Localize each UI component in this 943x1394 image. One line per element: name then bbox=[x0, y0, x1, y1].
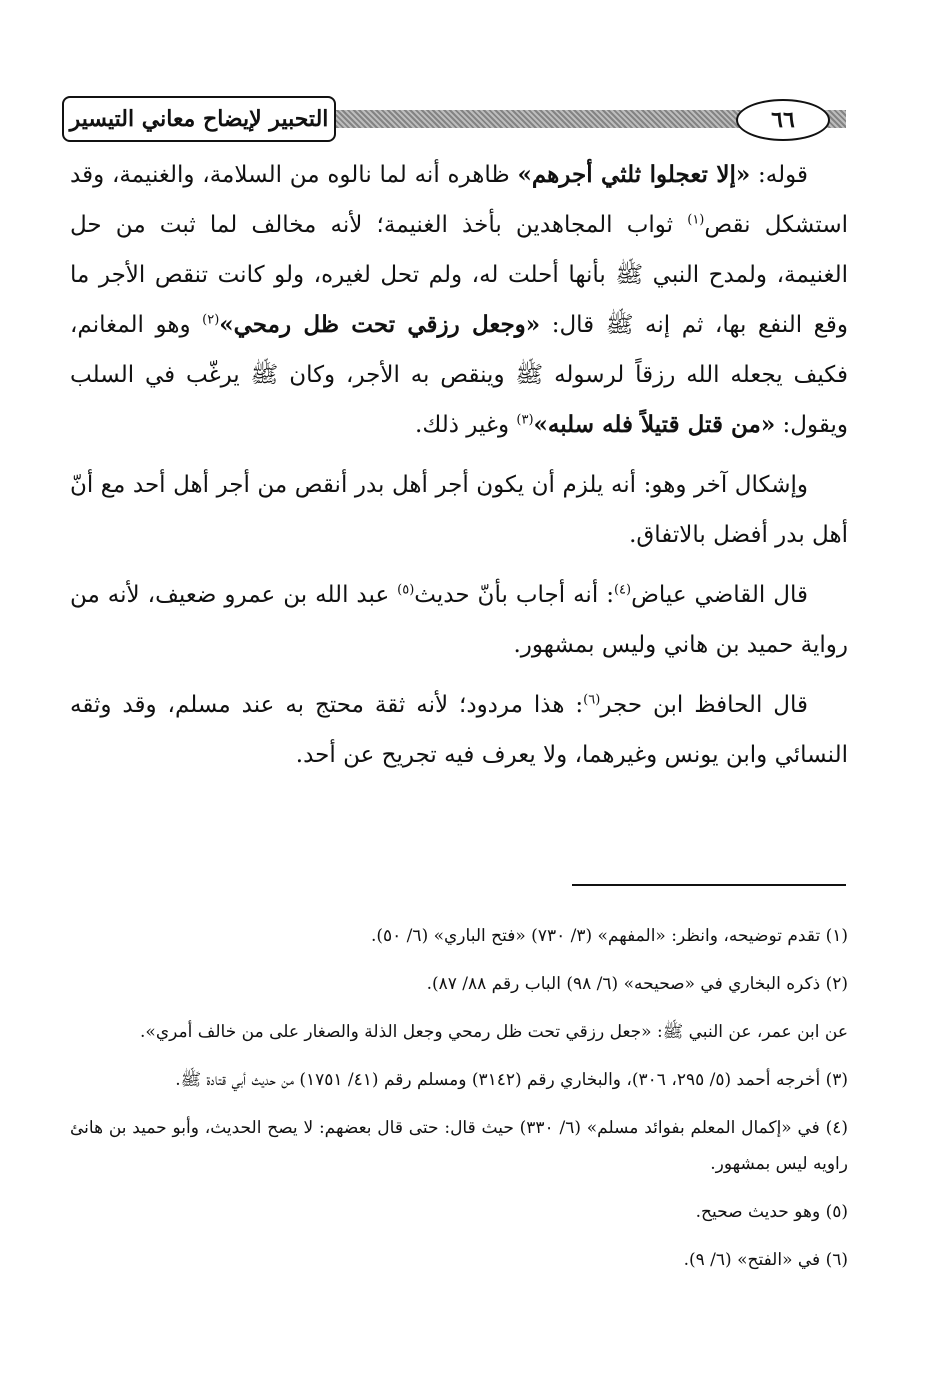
footnote-2-hadith: عن ابن عمر، عن النبي ﷺ: «جعل رزقي تحت ظل رمحي وجعل الذلة والصغار على من خالف أمري». bbox=[140, 1022, 848, 1042]
main-text bbox=[70, 150, 848, 790]
paragraph-3 bbox=[70, 570, 848, 670]
footnote-4: (٤) في «إكمال المعلم بفوائد مسلم» (٦/ ٣٣٠) حيث قال: حتى قال بعضهم: لا يصح الحديث، وأبو حميد بن هانئ راويه ليس بمشهور. bbox=[70, 1118, 849, 1174]
footnote-ref: (٣) bbox=[516, 412, 534, 428]
paragraph-1 bbox=[70, 150, 848, 450]
hadith-quote: «وجعل رزقي تحت ظل رمحي» bbox=[219, 311, 541, 338]
text: وغير ذلك. bbox=[415, 412, 517, 438]
footnote-2: (٢) ذكره البخاري في «صحيحه» (٦/ ٩٨) الباب رقم ٨٨/ ٨٧). bbox=[426, 974, 848, 994]
footnote-3: (٣) أخرجه أحمد (٥/ ٢٩٥، ٣٠٦)، والبخاري رقم (٣١٤٢) ومسلم رقم (٤١/ ١٧٥١) من حديث أبي قتادة ﷺ. bbox=[175, 1070, 848, 1090]
footnotes bbox=[70, 918, 848, 1290]
text: : أنه أجاب بأنّ حديث bbox=[414, 582, 614, 608]
hadith-quote: «من قتل قتيلاً فله سلبه» bbox=[533, 411, 776, 438]
paragraph-2: وإشكال آخر وهو: أنه يلزم أن يكون أجر أهل بدر أنقص من أجر أهل أحد مع أنّ أهل بدر أفضل بالاتفاق. bbox=[70, 472, 848, 548]
footnote-separator bbox=[572, 884, 846, 886]
footnote-ref: (٢) bbox=[202, 312, 220, 328]
hadith-quote: «إلا تعجلوا ثلثي أجرهم» bbox=[517, 161, 751, 188]
text: ظاهره أنه لما نالوه من السلامة، والغنيمة، وقد استشكل نقص bbox=[70, 162, 848, 238]
book-title: التحبير لإيضاح معاني التيسير bbox=[62, 96, 336, 142]
footnote-5: (٥) وهو حديث صحيح. bbox=[695, 1202, 848, 1222]
text: عبد الله بن عمرو ضعيف، لأنه من رواية حميد بن هاني وليس بمشهور. bbox=[70, 582, 848, 658]
text: وهو المغانم، فكيف يجعله الله رزقاً لرسوله ﷺ وينقص به الأجر، وكان ﷺ يرغّب في السلب ويقول: bbox=[70, 312, 848, 438]
text: قال الحافظ ابن حجر bbox=[600, 692, 808, 718]
text: : هذا مردود؛ لأنه ثقة محتج به عند مسلم، وقد وثقه النسائي وابن يونس وغيرهما، ولا يعرف فيه تجريح عن أحد. bbox=[70, 692, 848, 768]
footnote-1: (١) تقدم توضيحه، وانظر: «المفهم» (٣/ ٧٣٠) «فتح الباري» (٦/ ٥٠). bbox=[370, 926, 848, 946]
text: قوله: bbox=[750, 162, 808, 188]
page-number: ٦٦ bbox=[736, 99, 830, 141]
footnote-ref: (١) bbox=[687, 212, 705, 228]
footnote-6: (٦) في «الفتح» (٦/ ٩). bbox=[683, 1250, 848, 1270]
text: قال القاضي عياض bbox=[631, 582, 808, 608]
page-header bbox=[62, 96, 846, 142]
text: ثواب المجاهدين بأخذ الغنيمة؛ لأنه مخالف لما ثبت من حل الغنيمة، ولمدح النبي ﷺ بأنها أحلت له، ولم تحل لغيره، ولو كانت تنقص الأجر ما وقع النفع بها، ثم إنه ﷺ قال: bbox=[70, 212, 848, 338]
paragraph-4 bbox=[70, 680, 848, 780]
footnote-ref: (٥) bbox=[397, 582, 415, 598]
footnote-ref: (٦) bbox=[583, 692, 601, 708]
footnote-ref: (٤) bbox=[613, 582, 632, 598]
